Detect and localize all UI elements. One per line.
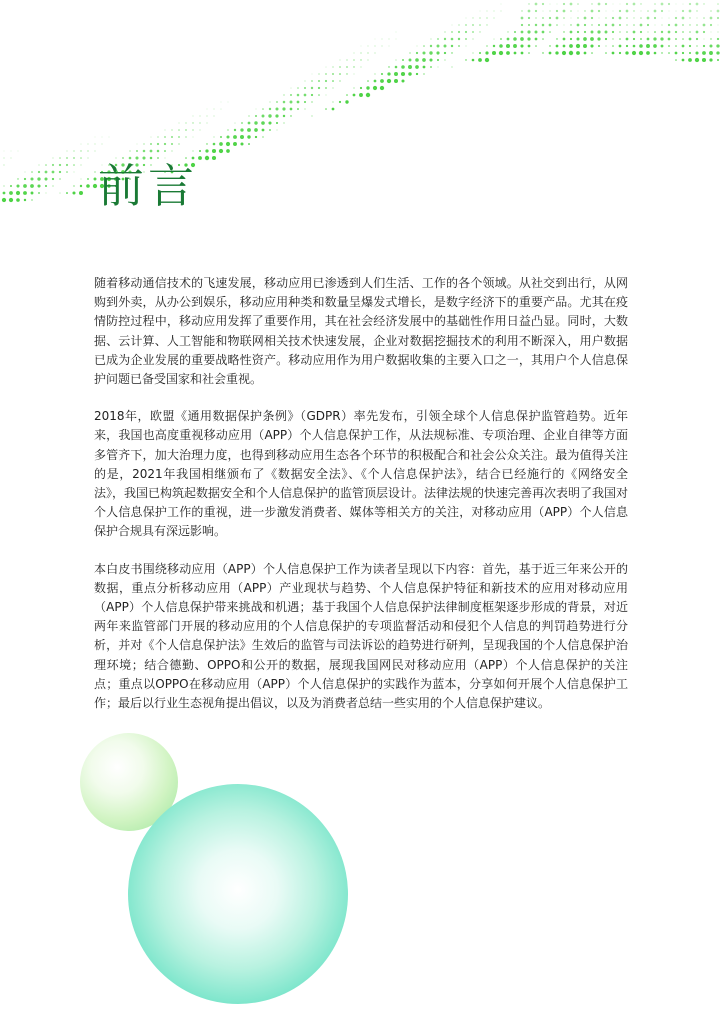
- paragraph-1: 随着移动通信技术的飞速发展，移动应用已渗透到人们生活、工作的各个领域。从社交到出行，从网购到外卖，从办公到娱乐，移动应用种类和数量呈爆发式增长，是数字经济下的重要产品。尤其在疫情防控过程中，移动应用发挥了重要作用，其在社会经济发展中的基础性作用日益凸显。同时，大数据、云计算、人工智能和物联网相关技术快速发展，企业对数据挖掘技术的利用不断深入，用户数据已成为企业发展的重要战略性资产。移动应用作为用户数据收集的主要入口之一，其用户个人信息保护问题已备受国家和社会重视。: [94, 276, 628, 387]
- decorative-teal-bubble: [128, 784, 348, 1004]
- paragraph-2: 2018年，欧盟《通用数据保护条例》（GDPR）率先发布，引领全球个人信息保护监管趋势。近年来，我国也高度重视移动应用（APP）个人信息保护工作，从法规标准、专项治理、企业自律等方面多管齐下，加大治理力度，也得到移动应用生态各个环节的积极配合和社会公众关注。最为值得关注的是，2021年我国相继颁布了《数据安全法》、《个人信息保护法》，结合已经施行的《网络安全法》，我国已构筑起数据安全和个人信息保护的监管顶层设计。法律法规的快速完善再次表明了我国对个人信息保护工作的重视，进一步激发消费者、媒体等相关方的关注，对移动应用（APP）个人信息保护合规具有深远影响。: [94, 409, 629, 539]
- paragraph-3: 本白皮书围绕移动应用（APP）个人信息保护工作为读者呈现以下内容：首先，基于近三年来公开的数据，重点分析移动应用（APP）产业现状与趋势、个人信息保护特征和新技术的应用对移动应用（APP）个人信息保护带来挑战和机遇；基于我国个人信息保护法律制度框架逐步形成的背景，对近两年来监管部门开展的移动应用的个人信息保护的专项监督活动和侵犯个人信息的判罚趋势进行分析，并对《个人信息保护法》生效后的监管与司法诉讼的趋势进行研判，呈现我国的个人信息保护治理环境；结合德勤、OPPO和公开的数据，展现我国网民对移动应用（APP）个人信息保护的关注点；重点以OPPO在移动应用（APP）个人信息保护的实践作为蓝本，分享如何开展个人信息保护工作；最后以行业生态视角提出倡议，以及为消费者总结一些实用的个人信息保护建议。: [94, 561, 628, 711]
- page-title: 前言: [98, 159, 198, 213]
- decorative-dot-wave: [0, 0, 724, 260]
- preface-body: [94, 274, 628, 731]
